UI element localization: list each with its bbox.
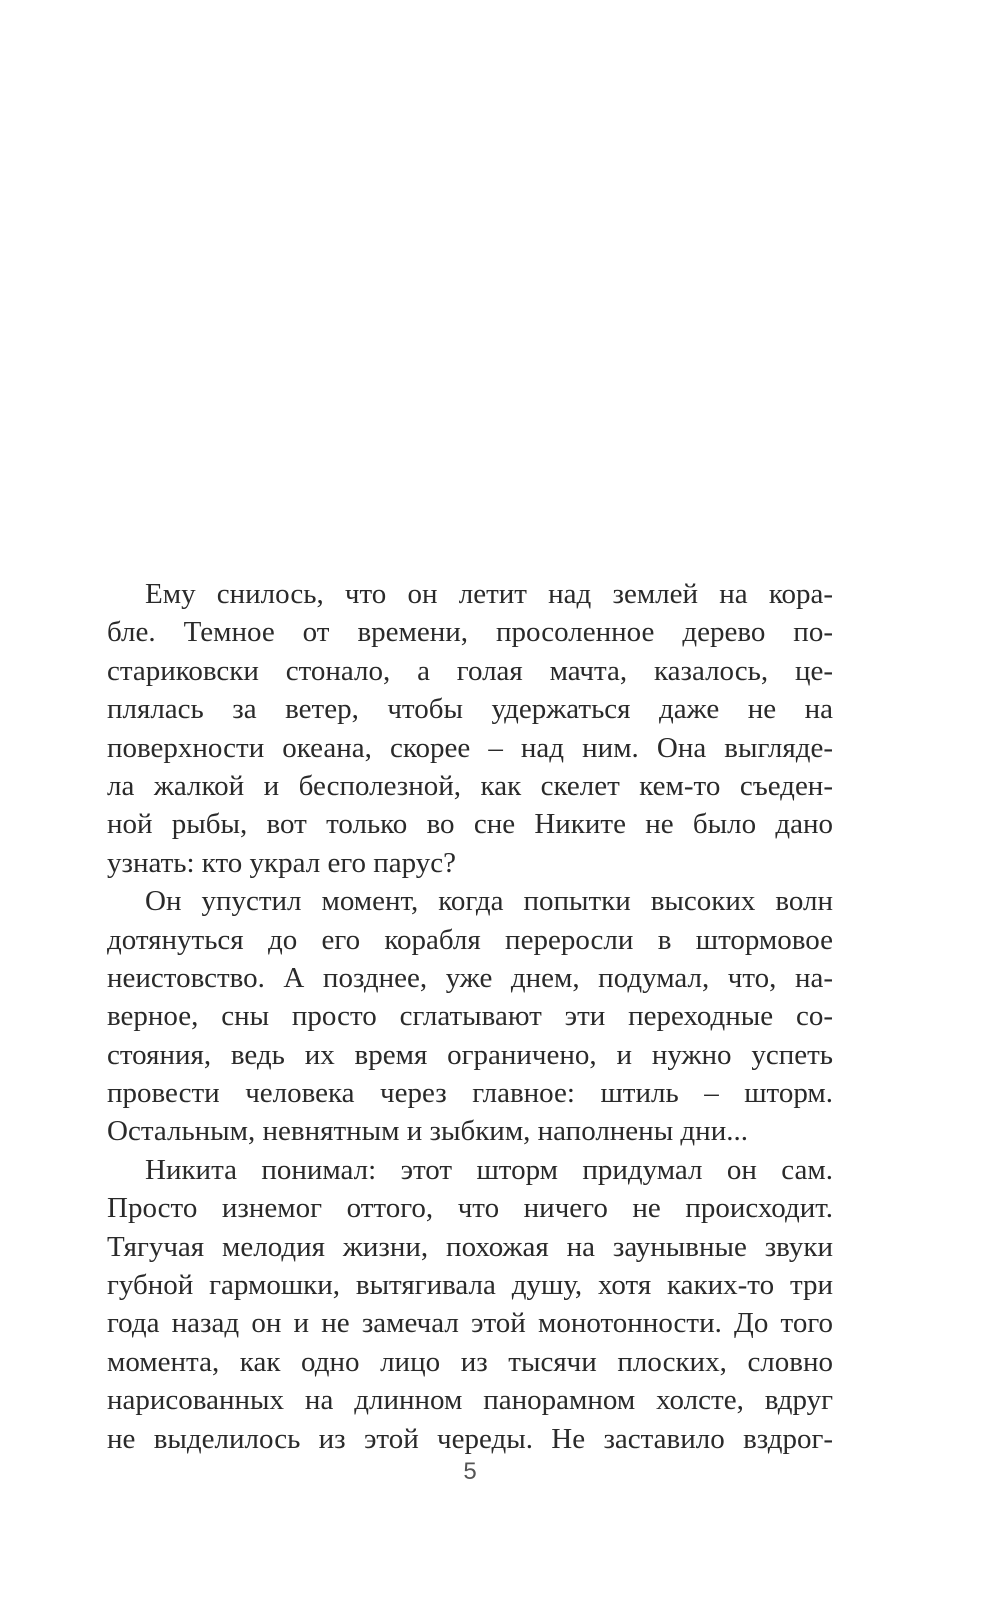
text-line: Тягучая мелодия жизни, похожая на заунывные звуки [107,1230,833,1263]
text-line: Ему снилось, что он летит над землей на кора- [145,578,833,610]
paragraph-1 [107,575,833,882]
text-line: неистовство. А позднее, уже днем, подумал, что, на- [107,961,833,994]
text-line: плялась за ветер, чтобы удержаться даже не на [107,693,833,726]
text-line: Остальным, невнятным и зыбким, наполнены дни... [107,1115,748,1148]
text-line: верное, сны просто сглатывают эти переходные со- [107,1000,833,1033]
text-line: провести человека через главное: штиль – шторм. [107,1077,833,1110]
text-line: узнать: кто украл его парус? [107,846,457,879]
page-number: 5 [463,1458,477,1485]
text-line: ной рыбы, вот только во сне Никите не было дано [107,808,833,841]
text-line: нарисованных на длинном панорамном холсте, вдруг [107,1384,833,1417]
text-line: Он упустил момент, когда попытки высоких волн [145,885,833,918]
text-line: стояния, ведь их время ограничено, и нужно успеть [107,1038,833,1071]
text-line: момента, как одно лицо из тысячи плоских, словно [107,1345,833,1378]
text-line: Никита понимал: этот шторм придумал он сам. [145,1153,833,1186]
text-line: дотянуться до его корабля переросли в штормовое [107,923,833,956]
text-line: поверхности океана, скорее – над ним. Она выгляде- [107,731,833,764]
text-line: ла жалкой и бесполезной, как скелет кем-то съеден- [107,769,833,802]
text-line: года назад он и не замечал этой монотонности. До того [107,1307,833,1340]
text-line: губной гармошки, вытягивала душу, хотя каких-то три [107,1269,833,1302]
body-text [107,575,833,1458]
text-line: Просто изнемог оттого, что ничего не происходит. [107,1192,833,1225]
paragraph-2 [107,882,833,1151]
text-line: не выделилось из этой череды. Не заставило вздрог- [107,1422,833,1455]
text-line: бле. Темное от времени, просоленное дерево по- [107,616,833,649]
text-line: стариковски стонало, а голая мачта, казалось, це- [107,654,833,687]
paragraph-3 [107,1151,833,1458]
